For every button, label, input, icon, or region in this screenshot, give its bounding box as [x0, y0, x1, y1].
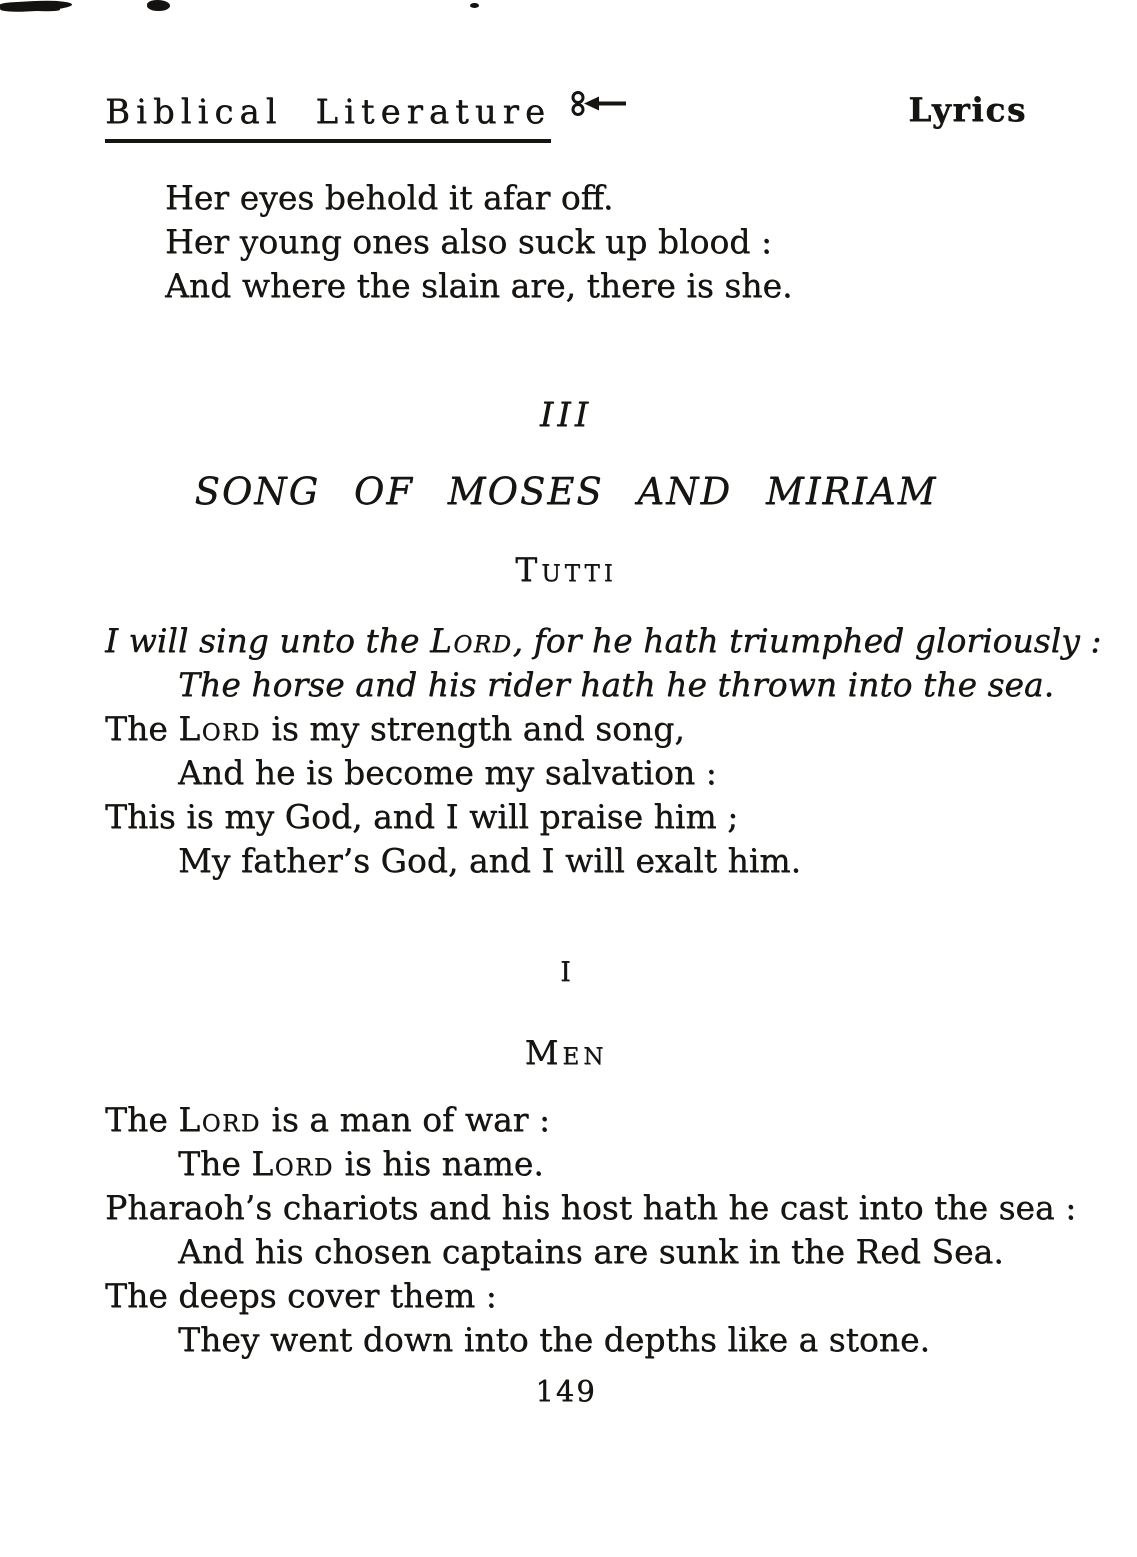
verse-text: , for he hath triumphed gloriously : [512, 621, 1102, 660]
fleuron-arrow-icon [570, 86, 628, 126]
voice-label-tutti: Tutti [515, 550, 617, 589]
verse-line [105, 795, 1027, 839]
voice-label-men: Men [524, 1033, 608, 1072]
verse-line [105, 1186, 1077, 1230]
verse-line [105, 663, 1055, 707]
verse-line [165, 176, 1027, 220]
verse-line [105, 1274, 1027, 1318]
verse-text: The [178, 1144, 252, 1183]
verse-text: This is my God, and I will praise him ; [105, 797, 739, 836]
stanza-men [105, 1098, 1077, 1362]
verse-line [105, 707, 1027, 751]
verse-text: They went down into the depths like a stone. [178, 1320, 930, 1359]
movement-numeral: I [560, 957, 572, 988]
verse-line [105, 1318, 1027, 1362]
scan-artifact [147, 0, 170, 11]
verse-text: The horse and his rider hath he thrown into the sea. [178, 665, 1055, 704]
verse-text: And his chosen captains are sunk in the Red Sea. [178, 1232, 1004, 1271]
verse-line [105, 1142, 1027, 1186]
verse-line [165, 220, 1027, 264]
book-title: Biblical Literature [105, 92, 551, 143]
verse-line [105, 1098, 1027, 1142]
verse-text: The deeps cover them : [105, 1276, 497, 1315]
poem-title: SONG OF MOSES AND MIRIAM [194, 470, 938, 513]
stanza-tutti [105, 619, 1102, 883]
scan-artifact [470, 3, 479, 8]
small-caps-word: Lord [429, 621, 513, 660]
verse-line [165, 264, 1027, 308]
verse-text: I will sing unto the [105, 621, 430, 660]
small-caps-word: Lord [251, 1144, 334, 1183]
verse-text: The [105, 709, 179, 748]
section-label: Lyrics [908, 90, 1027, 129]
verse-text: The [105, 1100, 179, 1139]
verse-line [105, 839, 1027, 883]
verse-text: is my strength and song, [260, 709, 685, 748]
page-header [105, 86, 1027, 143]
running-title [105, 86, 628, 143]
verse-text: Pharaoh’s chariots and his host hath he cast into the sea : [105, 1188, 1077, 1227]
verse-text: is a man of war : [260, 1100, 551, 1139]
previous-poem-ending [165, 176, 1027, 308]
poem-numeral: III [539, 395, 593, 435]
verse-text: Her eyes behold it afar off. [165, 178, 614, 217]
small-caps-word: Lord [178, 1100, 261, 1139]
verse-text: Her young ones also suck up blood : [165, 222, 772, 261]
small-caps-word: Lord [178, 709, 261, 748]
verse-text: And where the slain are, there is she. [165, 266, 793, 305]
page-number: 149 [535, 1374, 597, 1408]
verse-text: My father’s God, and I will exalt him. [178, 841, 802, 880]
verse-line [105, 619, 1102, 663]
verse-line [105, 751, 1027, 795]
verse-text: And he is become my salvation : [178, 753, 717, 792]
verse-line [105, 1230, 1027, 1274]
verse-text: is his name. [333, 1144, 544, 1183]
